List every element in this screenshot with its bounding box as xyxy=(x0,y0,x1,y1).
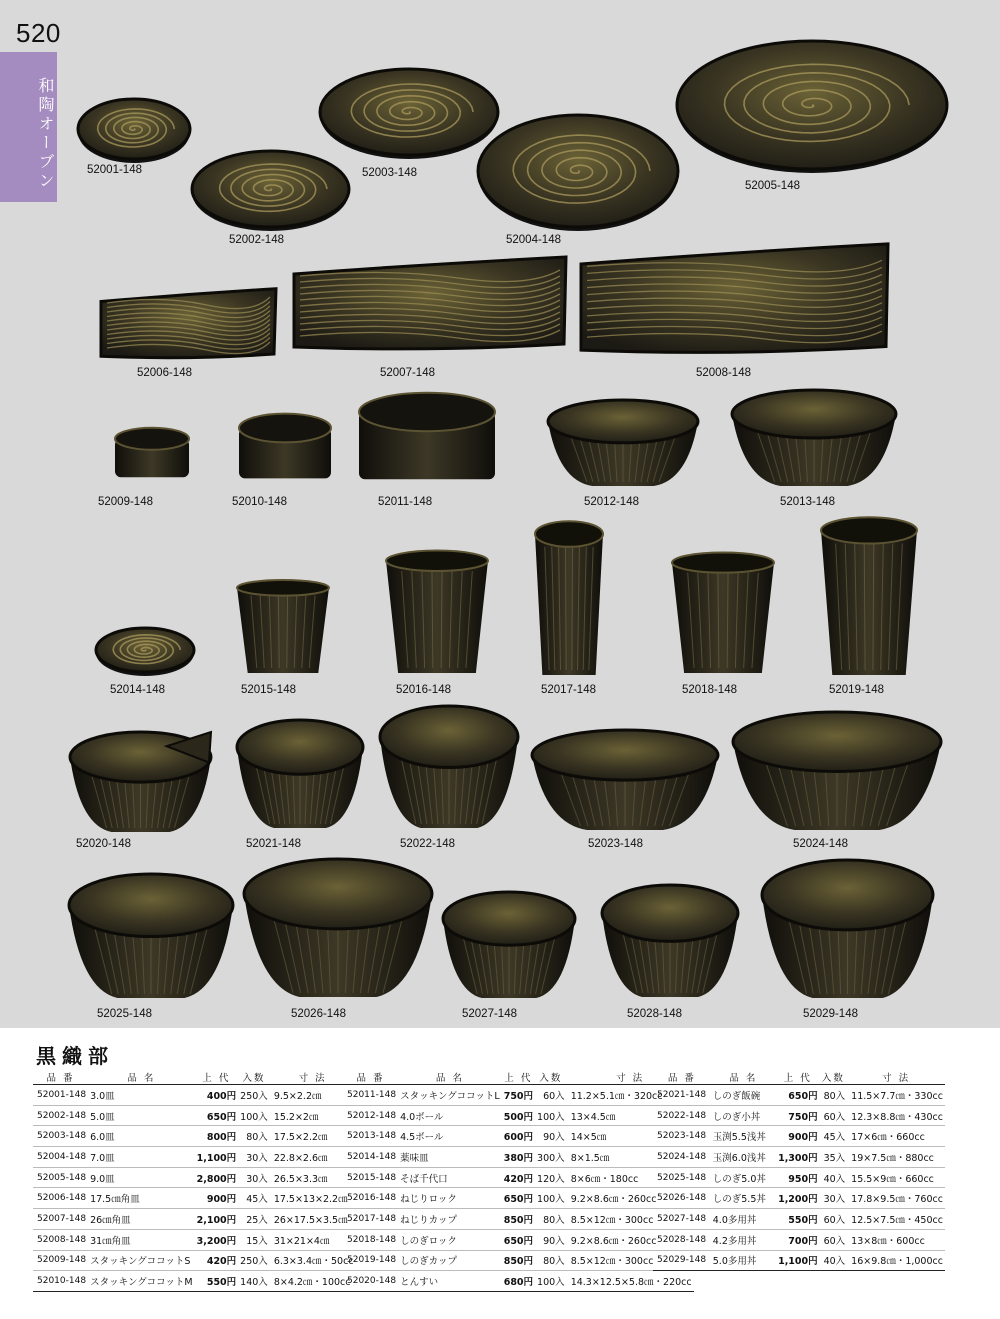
size-cell: 8×6㎝・180cc xyxy=(567,1167,694,1188)
size-cell: 13×8㎝・600cc xyxy=(847,1229,945,1250)
product-code: 52006-148 xyxy=(137,367,192,379)
column-header: 入数 xyxy=(820,1070,848,1085)
table-header-row xyxy=(343,1070,694,1085)
table-row xyxy=(33,1229,356,1250)
size-cell: 22.8×2.6㎝ xyxy=(270,1147,356,1168)
product-image xyxy=(357,388,497,484)
product-name-cell: 4.5ボール xyxy=(398,1126,502,1147)
size-cell: 17.5×2.2㎝ xyxy=(270,1126,356,1147)
product-name-cell: 薬味皿 xyxy=(398,1147,502,1168)
product-name-cell: スタッキングココットS xyxy=(88,1250,195,1271)
page-number: 520 xyxy=(16,18,61,48)
price-cell: 1,200円 xyxy=(776,1188,820,1209)
column-header: 上 代 xyxy=(195,1070,239,1085)
product-image xyxy=(67,872,235,1000)
price-cell: 400円 xyxy=(195,1085,239,1106)
quantity-cell: 80入 xyxy=(238,1126,270,1147)
product-image xyxy=(68,730,213,834)
price-cell: 680円 xyxy=(502,1271,535,1292)
size-cell: 26×17.5×3.5㎝ xyxy=(270,1209,356,1230)
quantity-cell: 30入 xyxy=(238,1147,270,1168)
column-header: 品 名 xyxy=(398,1070,502,1085)
table-row xyxy=(33,1167,356,1188)
product-code-cell: 52021-148 xyxy=(653,1085,711,1106)
product-code-cell: 52001-148 xyxy=(33,1085,88,1106)
product-code-cell: 52010-148 xyxy=(33,1271,88,1292)
quantity-cell: 250入 xyxy=(238,1085,270,1106)
product-code: 52022-148 xyxy=(400,838,455,850)
price-cell: 1,300円 xyxy=(776,1147,820,1168)
product-name-cell: 17.5㎝角皿 xyxy=(88,1188,195,1209)
product-code-cell: 52017-148 xyxy=(343,1209,398,1230)
size-cell: 6.3×3.4㎝・50cc xyxy=(270,1250,356,1271)
table-row xyxy=(343,1085,694,1106)
column-header: 寸 法 xyxy=(567,1070,694,1085)
table-row xyxy=(343,1167,694,1188)
product-name-cell: 4.2多用丼 xyxy=(711,1229,776,1250)
price-cell: 550円 xyxy=(195,1271,239,1292)
size-cell: 11.2×5.1㎝・320cc xyxy=(567,1085,694,1106)
product-image xyxy=(760,858,935,1000)
table-row xyxy=(653,1105,945,1126)
product-image xyxy=(234,578,332,676)
product-code-cell: 52013-148 xyxy=(343,1126,398,1147)
quantity-cell: 40入 xyxy=(820,1250,848,1271)
price-cell: 380円 xyxy=(502,1147,535,1168)
product-code: 52003-148 xyxy=(362,167,417,179)
column-header: 品 名 xyxy=(88,1070,195,1085)
table-row xyxy=(343,1188,694,1209)
price-table-1 xyxy=(33,1070,356,1292)
price-cell: 900円 xyxy=(776,1126,820,1147)
table-row xyxy=(653,1085,945,1106)
product-code-cell: 52028-148 xyxy=(653,1229,711,1250)
size-cell: 14.3×12.5×5.8㎝・220cc xyxy=(567,1271,694,1292)
product-image xyxy=(532,518,606,678)
product-image xyxy=(530,728,720,832)
table-row xyxy=(653,1229,945,1250)
price-cell: 700円 xyxy=(776,1229,820,1250)
product-code: 52012-148 xyxy=(584,496,639,508)
product-code: 52007-148 xyxy=(380,367,435,379)
quantity-cell: 45入 xyxy=(820,1126,848,1147)
product-image xyxy=(677,38,947,172)
product-code: 52020-148 xyxy=(76,838,131,850)
product-image xyxy=(600,883,740,999)
product-code: 52001-148 xyxy=(87,164,142,176)
table-row xyxy=(33,1147,356,1168)
price-cell: 2,100円 xyxy=(195,1209,239,1230)
table-row xyxy=(33,1126,356,1147)
price-cell: 420円 xyxy=(195,1250,239,1271)
quantity-cell: 100入 xyxy=(535,1188,567,1209)
quantity-cell: 300入 xyxy=(535,1147,567,1168)
column-header: 品 番 xyxy=(653,1070,711,1085)
product-code: 52029-148 xyxy=(803,1008,858,1020)
price-cell: 650円 xyxy=(502,1188,535,1209)
product-code: 52023-148 xyxy=(588,838,643,850)
product-name-cell: ねじりロック xyxy=(398,1188,502,1209)
price-table-3 xyxy=(653,1070,945,1271)
product-code-cell: 52006-148 xyxy=(33,1188,88,1209)
product-code-cell: 52020-148 xyxy=(343,1271,398,1292)
size-cell: 14×5㎝ xyxy=(567,1126,694,1147)
product-code: 52021-148 xyxy=(246,838,301,850)
product-name-cell: 玉渕6.0浅丼 xyxy=(711,1147,776,1168)
table-row xyxy=(343,1126,694,1147)
table-header-row xyxy=(33,1070,356,1085)
product-image xyxy=(478,112,678,230)
table-row xyxy=(653,1147,945,1168)
size-cell: 31×21×4㎝ xyxy=(270,1229,356,1250)
table-header-row xyxy=(653,1070,945,1085)
product-code: 52028-148 xyxy=(627,1008,682,1020)
column-header: 寸 法 xyxy=(270,1070,356,1085)
quantity-cell: 45入 xyxy=(238,1188,270,1209)
product-code-cell: 52004-148 xyxy=(33,1147,88,1168)
product-code-cell: 52015-148 xyxy=(343,1167,398,1188)
quantity-cell: 80入 xyxy=(535,1250,567,1271)
size-cell: 9.2×8.6㎝・260cc xyxy=(567,1188,694,1209)
size-cell: 12.5×7.5㎝・450cc xyxy=(847,1209,945,1230)
column-header: 上 代 xyxy=(502,1070,535,1085)
product-name-cell: スタッキングココットM xyxy=(88,1271,195,1292)
product-image xyxy=(97,285,280,360)
table-row xyxy=(33,1085,356,1106)
size-cell: 17×6㎝・660cc xyxy=(847,1126,945,1147)
product-code-cell: 52002-148 xyxy=(33,1105,88,1126)
product-code: 52026-148 xyxy=(291,1008,346,1020)
product-image xyxy=(242,857,434,999)
product-name-cell: 4.0ボール xyxy=(398,1105,502,1126)
product-code: 52024-148 xyxy=(793,838,848,850)
column-header: 上 代 xyxy=(776,1070,820,1085)
quantity-cell: 100入 xyxy=(535,1105,567,1126)
product-code-cell: 52024-148 xyxy=(653,1147,711,1168)
product-image xyxy=(731,710,943,832)
quantity-cell: 25入 xyxy=(238,1209,270,1230)
price-cell: 750円 xyxy=(776,1105,820,1126)
product-image xyxy=(730,388,898,488)
product-name-cell: 4.0多用丼 xyxy=(711,1209,776,1230)
product-code-cell: 52007-148 xyxy=(33,1209,88,1230)
column-header: 寸 法 xyxy=(847,1070,945,1085)
product-image xyxy=(669,550,777,676)
product-image xyxy=(78,96,190,162)
price-cell: 900円 xyxy=(195,1188,239,1209)
price-cell: 850円 xyxy=(502,1209,535,1230)
price-cell: 650円 xyxy=(195,1105,239,1126)
product-name-cell: 玉渕5.5浅丼 xyxy=(711,1126,776,1147)
product-code: 52016-148 xyxy=(396,684,451,696)
product-code: 52018-148 xyxy=(682,684,737,696)
product-name-cell: とんすい xyxy=(398,1271,502,1292)
column-header: 品 名 xyxy=(711,1070,776,1085)
size-cell: 15.5×9㎝・660cc xyxy=(847,1167,945,1188)
size-cell: 8×1.5㎝ xyxy=(567,1147,694,1168)
size-cell: 19×7.5㎝・880cc xyxy=(847,1147,945,1168)
table-row xyxy=(33,1105,356,1126)
size-cell: 9.2×8.6㎝・260cc xyxy=(567,1229,694,1250)
size-cell: 12.3×8.8㎝・430cc xyxy=(847,1105,945,1126)
size-cell: 8.5×12㎝・300cc xyxy=(567,1250,694,1271)
quantity-cell: 15入 xyxy=(238,1229,270,1250)
product-code: 52014-148 xyxy=(110,684,165,696)
product-name-cell: 5.0多用丼 xyxy=(711,1250,776,1271)
product-image xyxy=(378,704,520,830)
product-code: 52005-148 xyxy=(745,180,800,192)
product-name-cell: しのぎ5.0丼 xyxy=(711,1167,776,1188)
product-image xyxy=(577,238,892,356)
product-code: 52013-148 xyxy=(780,496,835,508)
product-code-cell: 52011-148 xyxy=(343,1085,398,1106)
product-image xyxy=(113,425,191,480)
product-name-cell: 31㎝角皿 xyxy=(88,1229,195,1250)
product-code-cell: 52005-148 xyxy=(33,1167,88,1188)
product-code: 52009-148 xyxy=(98,496,153,508)
size-cell: 11.5×7.7㎝・330cc xyxy=(847,1085,945,1106)
product-code-cell: 52008-148 xyxy=(33,1229,88,1250)
table-row xyxy=(343,1271,694,1292)
table-row xyxy=(653,1250,945,1271)
product-image xyxy=(441,890,577,1000)
product-image xyxy=(290,252,570,352)
product-name-cell: 26㎝角皿 xyxy=(88,1209,195,1230)
product-code: 52017-148 xyxy=(541,684,596,696)
column-header: 入数 xyxy=(535,1070,567,1085)
table-row xyxy=(33,1209,356,1230)
product-code-cell: 52012-148 xyxy=(343,1105,398,1126)
quantity-cell: 60入 xyxy=(820,1105,848,1126)
size-cell: 15.2×2㎝ xyxy=(270,1105,356,1126)
price-cell: 750円 xyxy=(502,1085,535,1106)
price-cell: 1,100円 xyxy=(776,1250,820,1271)
product-code: 52019-148 xyxy=(829,684,884,696)
column-header: 品 番 xyxy=(343,1070,398,1085)
product-image xyxy=(818,514,920,678)
product-code: 52011-148 xyxy=(378,496,433,508)
size-cell: 16×9.8㎝・1,000cc xyxy=(847,1250,945,1271)
price-cell: 420円 xyxy=(502,1167,535,1188)
series-title: 黒織部 xyxy=(36,1044,114,1068)
table-row xyxy=(653,1209,945,1230)
quantity-cell: 30入 xyxy=(820,1188,848,1209)
size-cell: 13×4.5㎝ xyxy=(567,1105,694,1126)
price-cell: 850円 xyxy=(502,1250,535,1271)
product-image xyxy=(546,398,700,488)
price-cell: 2,800円 xyxy=(195,1167,239,1188)
quantity-cell: 100入 xyxy=(238,1105,270,1126)
product-name-cell: ねじりカップ xyxy=(398,1209,502,1230)
price-cell: 1,100円 xyxy=(195,1147,239,1168)
quantity-cell: 40入 xyxy=(820,1167,848,1188)
product-image xyxy=(192,148,349,230)
price-cell: 500円 xyxy=(502,1105,535,1126)
table-row xyxy=(343,1250,694,1271)
product-code-cell: 52018-148 xyxy=(343,1229,398,1250)
size-cell: 17.5×13×2.2㎝ xyxy=(270,1188,356,1209)
quantity-cell: 30入 xyxy=(238,1167,270,1188)
product-name-cell: 7.0皿 xyxy=(88,1147,195,1168)
product-name-cell: しのぎロック xyxy=(398,1229,502,1250)
product-code: 52004-148 xyxy=(506,234,561,246)
product-name-cell: しのぎカップ xyxy=(398,1250,502,1271)
quantity-cell: 140入 xyxy=(238,1271,270,1292)
product-image xyxy=(96,625,194,675)
product-code-cell: 52029-148 xyxy=(653,1250,711,1271)
product-code-cell: 52022-148 xyxy=(653,1105,711,1126)
product-name-cell: しのぎ5.5丼 xyxy=(711,1188,776,1209)
table-row xyxy=(343,1209,694,1230)
price-cell: 650円 xyxy=(502,1229,535,1250)
table-row xyxy=(343,1229,694,1250)
product-code-cell: 52025-148 xyxy=(653,1167,711,1188)
product-image xyxy=(320,66,498,158)
table-row xyxy=(343,1105,694,1126)
product-code-cell: 52009-148 xyxy=(33,1250,88,1271)
product-name-cell: 9.0皿 xyxy=(88,1167,195,1188)
price-table-2 xyxy=(343,1070,694,1292)
product-code: 52002-148 xyxy=(229,234,284,246)
product-code-cell: 52026-148 xyxy=(653,1188,711,1209)
size-cell: 26.5×3.3㎝ xyxy=(270,1167,356,1188)
product-name-cell: 6.0皿 xyxy=(88,1126,195,1147)
column-header: 品 番 xyxy=(33,1070,88,1085)
product-image xyxy=(383,548,491,676)
table-row xyxy=(33,1250,356,1271)
category-tab: 和陶オーブン xyxy=(0,52,57,202)
product-code: 52027-148 xyxy=(462,1008,517,1020)
product-code-cell: 52016-148 xyxy=(343,1188,398,1209)
price-cell: 800円 xyxy=(195,1126,239,1147)
quantity-cell: 80入 xyxy=(535,1209,567,1230)
price-cell: 650円 xyxy=(776,1085,820,1106)
product-name-cell: スタッキングココットL xyxy=(398,1085,502,1106)
table-row xyxy=(653,1188,945,1209)
quantity-cell: 90入 xyxy=(535,1126,567,1147)
size-cell: 8.5×12㎝・300cc xyxy=(567,1209,694,1230)
table-row xyxy=(653,1167,945,1188)
price-cell: 600円 xyxy=(502,1126,535,1147)
product-code-cell: 52027-148 xyxy=(653,1209,711,1230)
product-name-cell: 5.0皿 xyxy=(88,1105,195,1126)
quantity-cell: 80入 xyxy=(820,1085,848,1106)
product-code-cell: 52019-148 xyxy=(343,1250,398,1271)
product-code: 52010-148 xyxy=(232,496,287,508)
table-row xyxy=(343,1147,694,1168)
size-cell: 8×4.2㎝・100cc xyxy=(270,1271,356,1292)
quantity-cell: 90入 xyxy=(535,1229,567,1250)
table-row xyxy=(33,1271,356,1292)
product-code-cell: 52014-148 xyxy=(343,1147,398,1168)
quantity-cell: 250入 xyxy=(238,1250,270,1271)
product-code: 52008-148 xyxy=(696,367,751,379)
price-cell: 3,200円 xyxy=(195,1229,239,1250)
quantity-cell: 60入 xyxy=(820,1209,848,1230)
column-header: 入数 xyxy=(238,1070,270,1085)
product-code-cell: 52023-148 xyxy=(653,1126,711,1147)
quantity-cell: 100入 xyxy=(535,1271,567,1292)
product-code-cell: 52003-148 xyxy=(33,1126,88,1147)
product-code: 52015-148 xyxy=(241,684,296,696)
product-image xyxy=(235,718,365,830)
quantity-cell: 120入 xyxy=(535,1167,567,1188)
quantity-cell: 60入 xyxy=(535,1085,567,1106)
product-name-cell: しのぎ小丼 xyxy=(711,1105,776,1126)
size-cell: 17.8×9.5㎝・760cc xyxy=(847,1188,945,1209)
product-image xyxy=(237,410,333,482)
quantity-cell: 35入 xyxy=(820,1147,848,1168)
price-cell: 550円 xyxy=(776,1209,820,1230)
product-name-cell: しのぎ飯碗 xyxy=(711,1085,776,1106)
table-row xyxy=(653,1126,945,1147)
size-cell: 9.5×2.2㎝ xyxy=(270,1085,356,1106)
product-name-cell: 3.0皿 xyxy=(88,1085,195,1106)
quantity-cell: 60入 xyxy=(820,1229,848,1250)
price-cell: 950円 xyxy=(776,1167,820,1188)
product-name-cell: そば千代口 xyxy=(398,1167,502,1188)
product-code: 52025-148 xyxy=(97,1008,152,1020)
table-row xyxy=(33,1188,356,1209)
